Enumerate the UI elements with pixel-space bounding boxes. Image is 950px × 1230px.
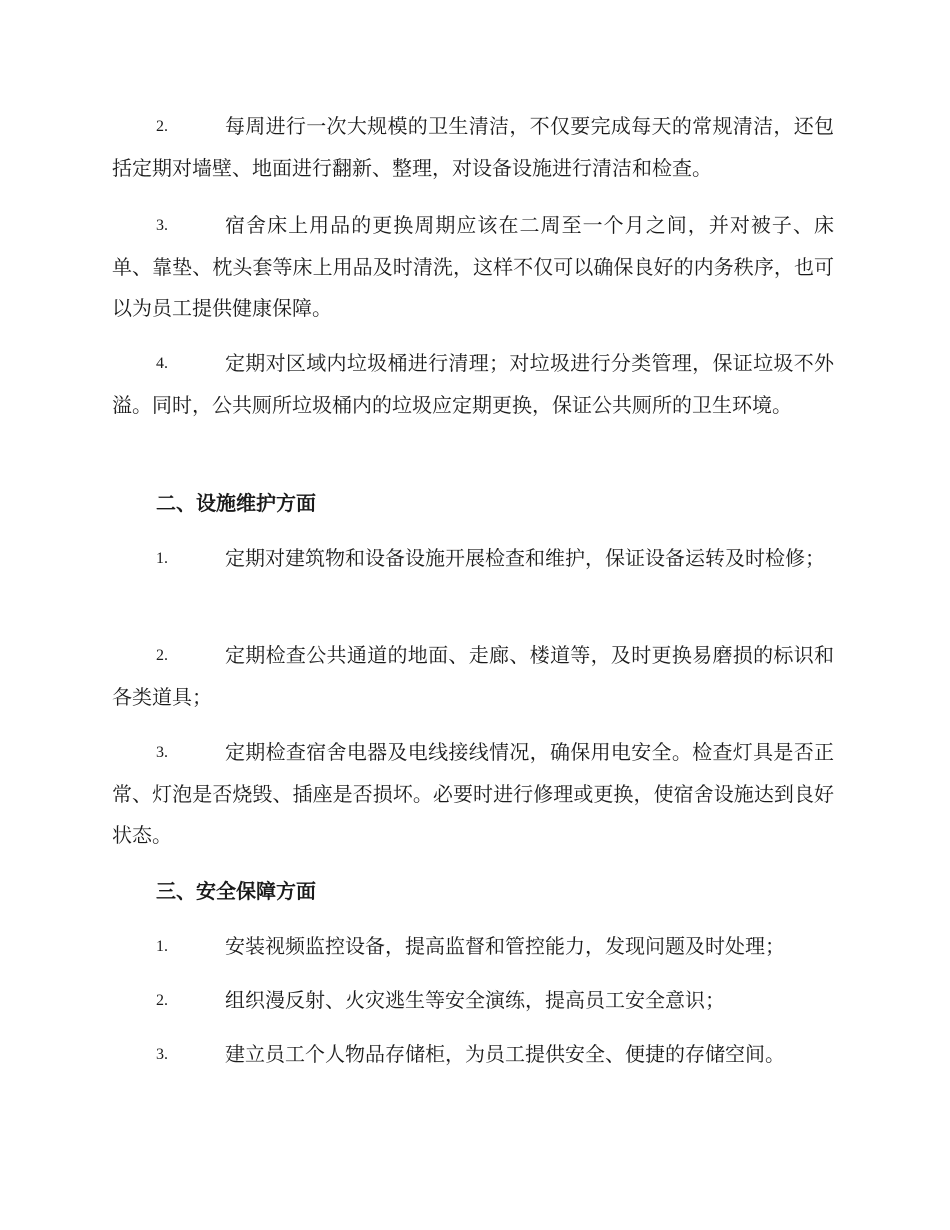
list-item-text: 组织漫反射、火灾逃生等安全演练，提高员工安全意识；: [225, 988, 725, 1012]
list-item: [112, 635, 834, 718]
list-item-text: 宿舍床上用品的更换周期应该在二周至一个月之间，并对被子、床单、靠垫、枕头套等床上用品及时清洗，这样不仅可以确保良好的内务秩序，也可以为员工提供健康保障。: [112, 213, 834, 320]
list-item-text: 定期检查宿舍电器及电线接线情况，确保用电安全。检查灯具是否正常、灯泡是否烧毁、插座是否损坏。必要时进行修理或更换，使宿舍设施达到良好状态。: [112, 740, 834, 847]
list-item: [112, 732, 834, 857]
list-item-number: 3.: [156, 217, 168, 234]
section-heading: 三、安全保障方面: [156, 879, 316, 903]
list-item: [112, 980, 834, 1022]
list-item: [112, 538, 834, 580]
list-item-number: 1.: [156, 550, 168, 567]
list-item-number: 2.: [156, 992, 168, 1009]
list-item-number: 4.: [156, 355, 168, 372]
list-item-text: 定期检查公共通道的地面、走廊、楼道等，及时更换易磨损的标识和各类道具；: [112, 643, 834, 709]
list-item-number: 2.: [156, 118, 168, 135]
list-item-number: 1.: [156, 938, 168, 955]
list-item: [112, 1034, 834, 1076]
list-item: [112, 343, 834, 426]
section-heading: 二、设施维护方面: [156, 491, 316, 515]
list-item-number: 3.: [156, 744, 168, 761]
list-item-number: 3.: [156, 1046, 168, 1063]
list-item-text: 定期对区域内垃圾桶进行清理；对垃圾进行分类管理，保证垃圾不外溢。同时，公共厕所垃圾桶内的垃圾应定期更换，保证公共厕所的卫生环境。: [112, 351, 834, 417]
list-item-text: 建立员工个人物品存储柜，为员工提供安全、便捷的存储空间。: [225, 1042, 785, 1066]
list-item: [112, 926, 834, 968]
list-item: [112, 205, 834, 330]
list-item-text: 定期对建筑物和设备设施开展检查和维护，保证设备运转及时检修；: [225, 546, 825, 570]
list-item-number: 2.: [156, 647, 168, 664]
list-item-text: 每周进行一次大规模的卫生清洁，不仅要完成每天的常规清洁，还包括定期对墙壁、地面进行翻新、整理，对设备设施进行清洁和检查。: [112, 114, 834, 180]
list-item: [112, 106, 834, 189]
list-item-text: 安装视频监控设备，提高监督和管控能力，发现问题及时处理；: [225, 934, 785, 958]
